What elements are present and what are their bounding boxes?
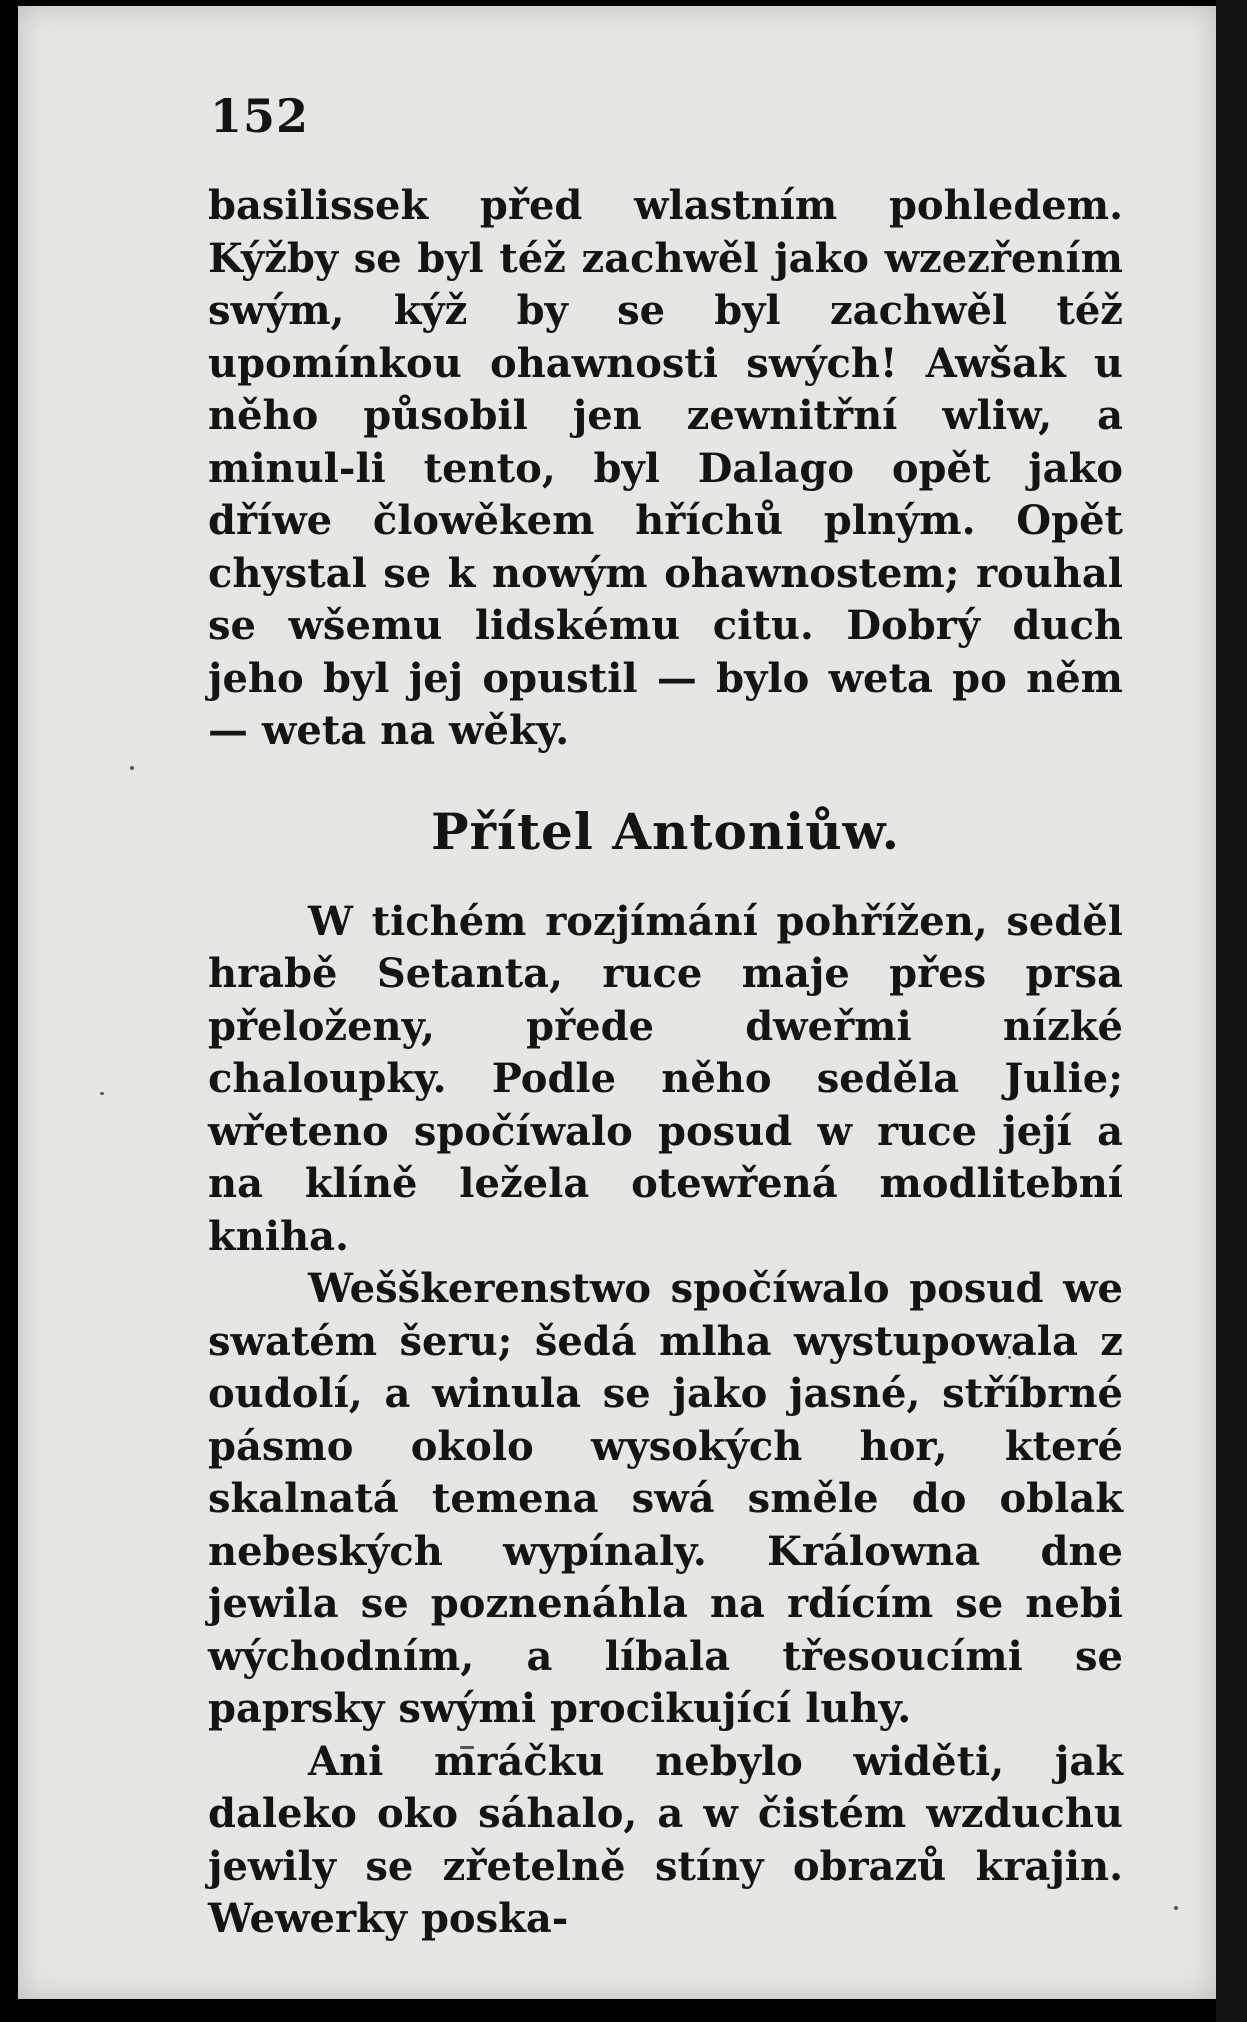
paragraph: W tichém rozjímání pohřížen, seděl hrabě Setanta, ruce maje přes prsa přeloženy, přede dweřmi nízké chaloupky. Podle něho seděla Julie; wřeteno spočíwalo posud w ruce její a na klíně ležela otewřená modlitební kniha. — [208, 897, 1123, 1260]
page-content — [208, 88, 1123, 1946]
paper-speck — [100, 1092, 104, 1095]
paper-speck — [1174, 1906, 1178, 1910]
section-heading: Přítel Antoniůw. — [431, 801, 900, 861]
paragraph: basilissek před wlastním pohledem. Kýžby se byl též zachwěl jako wzezřením swým, kýž by se byl zachwěl též upomínkou ohawnosti swých! Awšak u něho působil jen zewnitřní wliw, a minul-li tento, byl Dalago opět jako dříwe člowěkem hříchů plným. Opět chystal se k nowým ohawnostem; rouhal se wšemu lidskému citu. Dobrý duch jeho byl jej opustil — bylo weta po něm — weta na wěky. — [208, 182, 1123, 754]
page-number: 152 — [210, 89, 310, 143]
paragraph: Ani mráčku nebylo widěti, jak daleko oko sáhalo, a w čistém wzduchu jewily se zřetelně stíny obrazů krajin. Wewerky poska- — [208, 1737, 1123, 1942]
paragraph: Wešškerenstwo spočíwalo posud we swatém šeru; šedá mlha wystupowala z oudolí, a winula se jako jasné, stříbrné pásmo okolo wysokých hor, které skalnatá temena swá směle do oblak nebeských wypínaly. Králowna dne jewila se poznenáhla na rdícím se nebi wýchodním, a líbala třesoucími se paprsky swými procikující luhy. — [208, 1265, 1123, 1732]
paper-speck — [130, 766, 134, 770]
page-edge-shadow — [1216, 0, 1247, 2022]
